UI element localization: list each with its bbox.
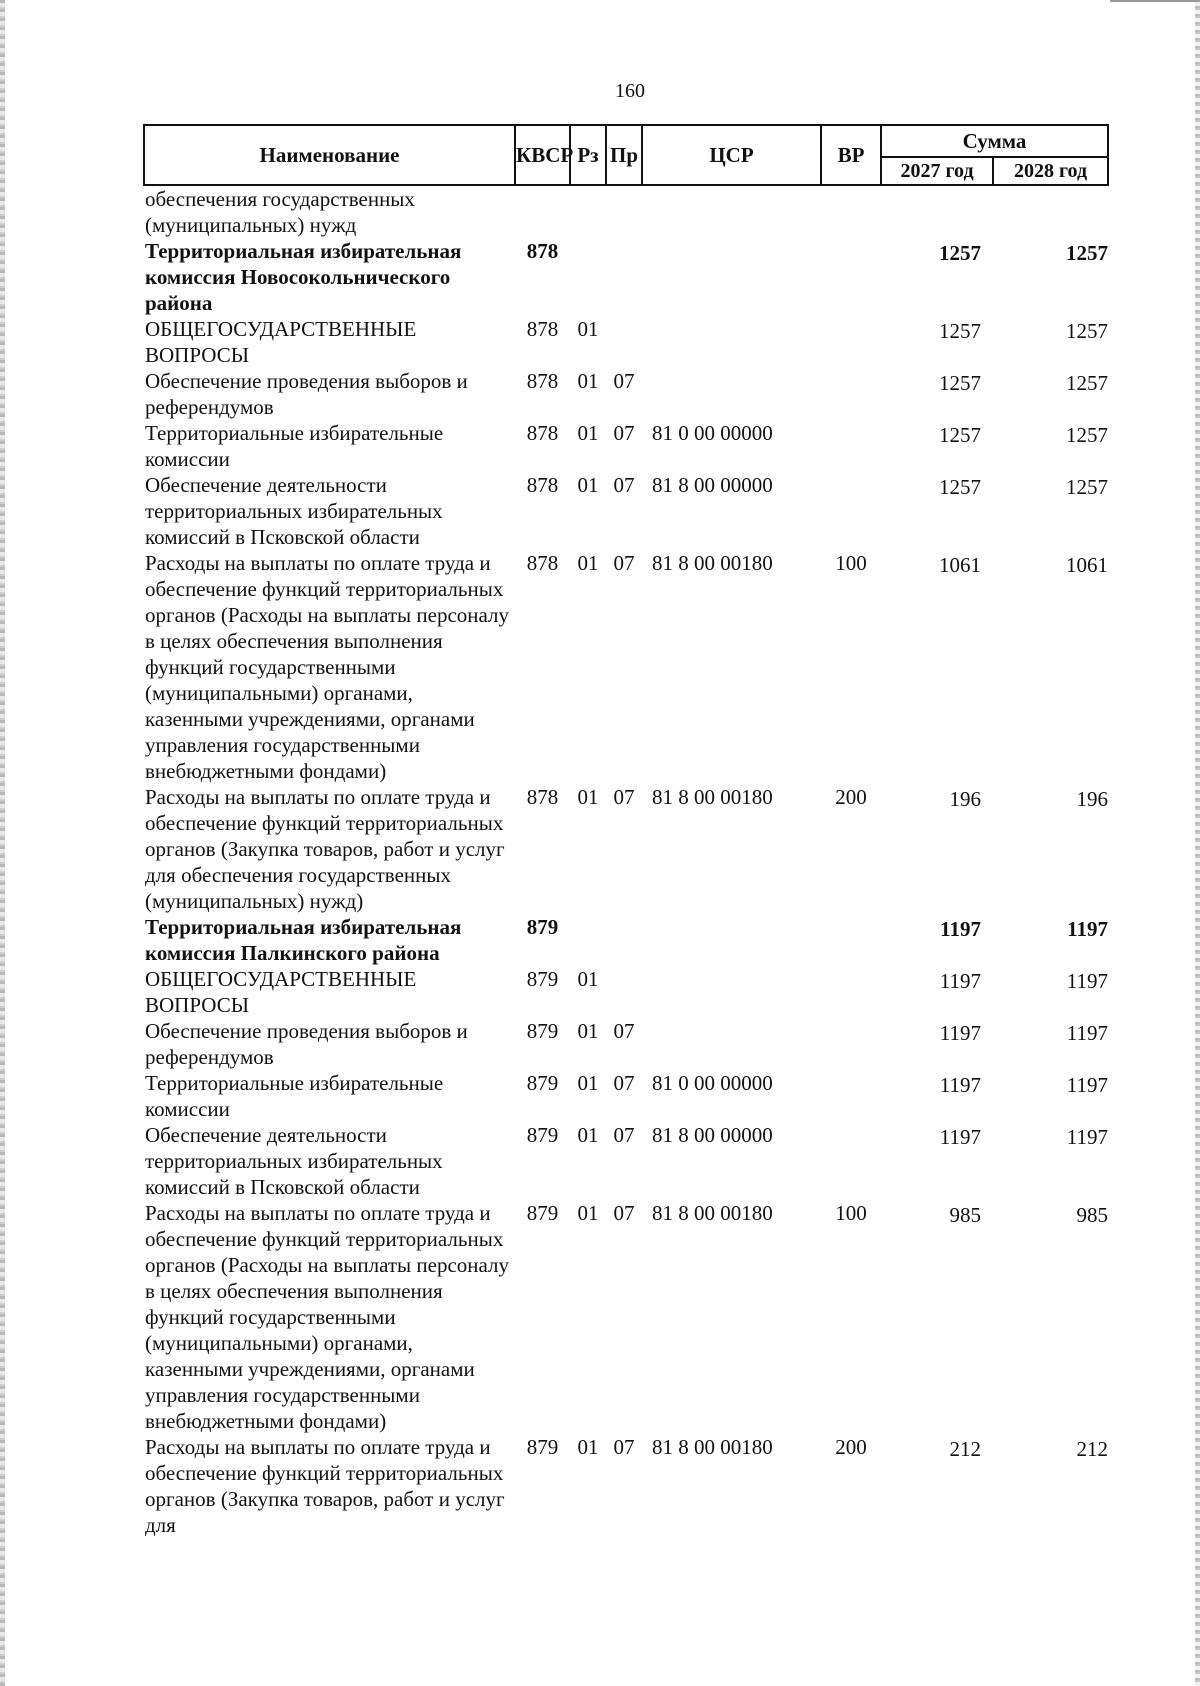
cell-kvsr: 878 [526,421,559,445]
cell-csr: 81 0 00 00000 [652,421,773,445]
budget-table [143,124,1109,1538]
cell-rz: 01 [577,785,599,809]
cell-kvsr: 879 [526,1071,559,1095]
cell-2027: 1197 [939,1125,981,1149]
cell-2028: 212 [1076,1437,1108,1461]
cell-rz: 01 [577,369,599,393]
cell-vr [821,1122,881,1200]
cell-2027: 1257 [939,423,981,447]
cell-rz [570,238,606,316]
cell-rz: 01 [577,317,599,341]
cell-rz: 01 [577,1123,599,1147]
cell-2027: 1197 [939,1021,981,1045]
cell-2027: 1197 [940,917,981,941]
cell-name: Расходы на выплаты по оплате труда и обеспечение функций территориальных органов (Расходы на выплаты персоналу в целях обеспечения выполнения функций государственными (муниципальными) органами, казенными учреждениями, органами управления государственными внебюджетными фондами) [145,1201,509,1433]
cell-csr [642,966,821,1018]
cell-2028: 1197 [1067,917,1108,941]
cell-pr: 07 [613,1201,635,1225]
table-row [144,1434,1108,1538]
cell-vr [821,368,881,420]
cell-2028: 1257 [1066,371,1108,395]
header-csr: ЦСР [642,125,821,185]
cell-kvsr [515,185,570,238]
cell-vr [821,966,881,1018]
cell-2028: 1197 [1066,1125,1108,1149]
cell-vr: 100 [835,1201,867,1225]
cell-vr: 100 [835,551,867,575]
cell-rz: 01 [577,1019,599,1043]
cell-2028 [993,185,1108,238]
cell-rz: 01 [577,421,599,445]
table-header [144,125,1108,185]
cell-2027: 1257 [939,475,981,499]
cell-pr: 07 [613,1071,635,1095]
cell-name: Расходы на выплаты по оплате труда и обеспечение функций территориальных органов (Закупка товаров, работ и услуг для [145,1435,505,1537]
table-row [144,472,1108,550]
cell-vr [821,238,881,316]
header-year-2028: 2028 год [993,157,1108,185]
cell-kvsr: 879 [526,1123,559,1147]
cell-pr: 07 [613,369,635,393]
cell-vr [821,185,881,238]
cell-pr [606,316,642,368]
cell-vr: 200 [835,1435,867,1459]
cell-vr [821,1070,881,1122]
cell-name: Территориальные избирательные комиссии [145,421,444,471]
cell-2028: 1257 [1066,423,1108,447]
cell-name: Территориальная избирательная комиссия Палкинского района [145,915,462,965]
table-row [144,420,1108,472]
cell-kvsr: 879 [526,1435,559,1459]
table-row [144,1122,1108,1200]
cell-2027: 1197 [939,1073,981,1097]
cell-kvsr: 878 [526,473,559,497]
cell-kvsr: 878 [526,317,559,341]
cell-name: обеспечения государственных (муниципальных) нужд [145,187,415,237]
cell-pr: 07 [613,421,635,445]
cell-vr [821,1018,881,1070]
cell-csr: 81 0 00 00000 [652,1071,773,1095]
table-row [144,368,1108,420]
cell-csr: 81 8 00 00180 [652,1201,773,1225]
cell-kvsr: 878 [526,369,559,393]
cell-2028: 1257 [1066,319,1108,343]
cell-kvsr: 879 [526,1201,559,1225]
cell-pr: 07 [613,1123,635,1147]
cell-2027 [881,185,993,238]
cell-rz: 01 [577,1201,599,1225]
cell-kvsr: 878 [526,239,559,263]
cell-pr [606,914,642,966]
table-row [144,185,1108,238]
cell-2027: 196 [949,787,981,811]
cell-vr [821,420,881,472]
cell-pr: 07 [613,551,635,575]
header-rz: Рз [570,125,606,185]
cell-name: Обеспечение проведения выборов и референдумов [145,369,468,419]
cell-pr [606,238,642,316]
cell-2028: 196 [1076,787,1108,811]
header-sum: Сумма [881,125,1108,157]
cell-csr [642,1018,821,1070]
cell-2028: 985 [1076,1203,1108,1227]
cell-name: ОБЩЕГОСУДАРСТВЕННЫЕ ВОПРОСЫ [145,317,417,367]
cell-csr: 81 8 00 00000 [652,473,773,497]
cell-kvsr: 879 [526,1019,559,1043]
cell-pr: 07 [613,785,635,809]
header-kvsr: КВСР [515,125,570,185]
cell-csr: 81 8 00 00180 [652,785,773,809]
cell-2027: 985 [949,1203,981,1227]
table-body [144,185,1108,1538]
cell-pr [606,966,642,1018]
cell-kvsr: 879 [526,967,559,991]
cell-csr: 81 8 00 00180 [652,551,773,575]
header-pr: Пр [606,125,642,185]
cell-csr: 81 8 00 00000 [652,1123,773,1147]
cell-pr: 07 [613,473,635,497]
cell-csr [642,238,821,316]
cell-vr [821,472,881,550]
cell-kvsr: 879 [526,915,559,939]
cell-vr [821,914,881,966]
scan-left-edge [0,0,5,1686]
cell-2028: 1257 [1066,241,1108,265]
cell-pr: 07 [613,1435,635,1459]
cell-csr: 81 8 00 00180 [652,1435,773,1459]
cell-vr: 200 [835,785,867,809]
cell-name: Обеспечение деятельности территориальных избирательных комиссий в Псковской области [145,1123,443,1199]
table-row [144,550,1108,784]
cell-name: Территориальная избирательная комиссия Новосокольнического района [145,239,462,315]
table-row [144,1018,1108,1070]
cell-csr [642,185,821,238]
header-year-2027: 2027 год [881,157,993,185]
cell-2027: 1257 [939,319,981,343]
table-row [144,784,1108,914]
cell-rz [570,914,606,966]
cell-rz [570,185,606,238]
cell-name: Расходы на выплаты по оплате труда и обеспечение функций территориальных органов (Закупка товаров, работ и услуг для обеспечения государственных (муниципальных) нужд) [145,785,505,913]
cell-csr [642,316,821,368]
budget-table-container [143,124,1107,1538]
cell-2027: 1061 [939,553,981,577]
table-row [144,1200,1108,1434]
scan-right-edge [1195,0,1200,1686]
cell-2028: 1197 [1066,969,1108,993]
table-row [144,914,1108,966]
cell-2027: 1257 [939,241,981,265]
table-row [144,316,1108,368]
cell-rz: 01 [577,1435,599,1459]
cell-kvsr: 878 [526,785,559,809]
table-row [144,966,1108,1018]
cell-2027: 1197 [939,969,981,993]
cell-name: Обеспечение проведения выборов и референдумов [145,1019,468,1069]
cell-csr [642,914,821,966]
cell-kvsr: 878 [526,551,559,575]
cell-2027: 212 [949,1437,981,1461]
header-name: Наименование [144,125,515,185]
table-row [144,1070,1108,1122]
cell-rz: 01 [577,473,599,497]
cell-2028: 1197 [1066,1073,1108,1097]
page-number: 160 [615,80,645,102]
cell-name: Обеспечение деятельности территориальных избирательных комиссий в Псковской области [145,473,443,549]
scan-top-mark [1110,0,1200,2]
cell-name: Расходы на выплаты по оплате труда и обеспечение функций территориальных органов (Расходы на выплаты персоналу в целях обеспечения выполнения функций государственными (муниципальными) органами, казенными учреждениями, органами управления государственными внебюджетными фондами) [145,551,509,783]
table-row [144,238,1108,316]
cell-2027: 1257 [939,371,981,395]
cell-2028: 1061 [1066,553,1108,577]
cell-rz: 01 [577,551,599,575]
cell-rz: 01 [577,967,599,991]
cell-name: ОБЩЕГОСУДАРСТВЕННЫЕ ВОПРОСЫ [145,967,417,1017]
header-vr: ВР [821,125,881,185]
cell-pr: 07 [613,1019,635,1043]
cell-name: Территориальные избирательные комиссии [145,1071,444,1121]
cell-rz: 01 [577,1071,599,1095]
cell-csr [642,368,821,420]
cell-vr [821,316,881,368]
cell-pr [606,185,642,238]
cell-2028: 1197 [1066,1021,1108,1045]
cell-2028: 1257 [1066,475,1108,499]
